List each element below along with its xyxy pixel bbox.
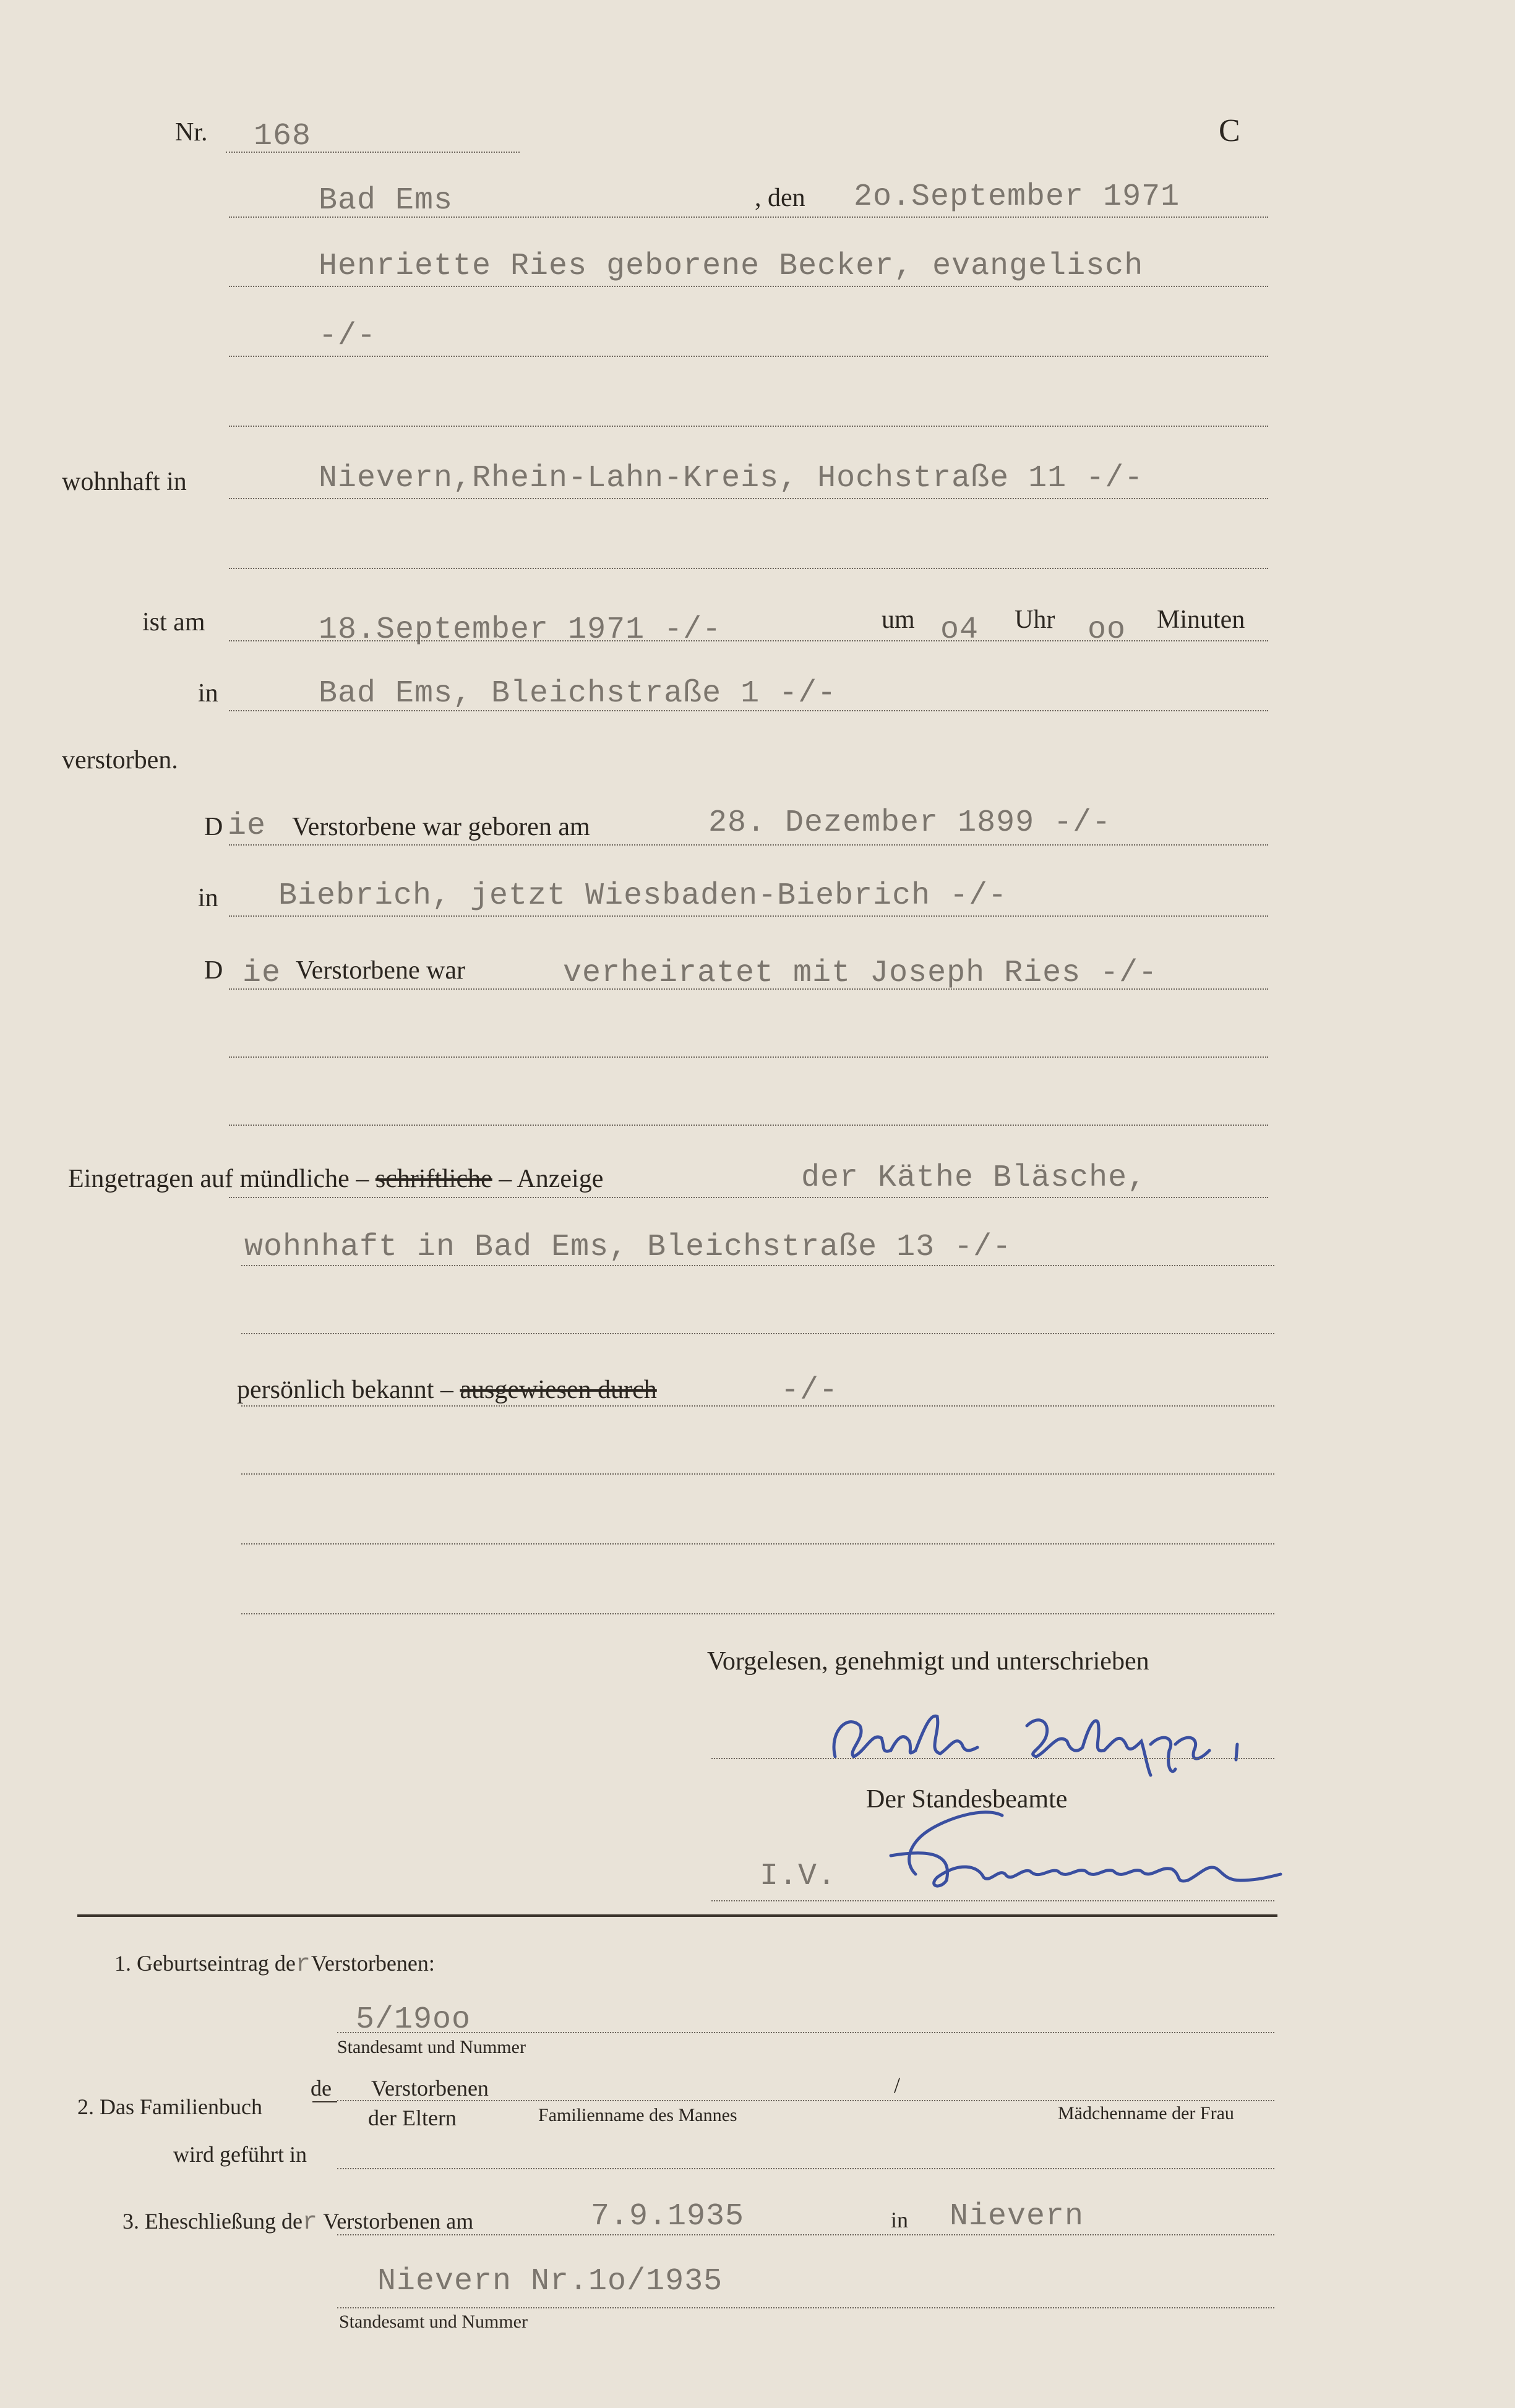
item3-line (337, 2234, 1274, 2235)
item3-r: r (302, 2209, 318, 2237)
birth-d-prefix: D (204, 813, 223, 841)
item3-place: Nievern (950, 2199, 1084, 2234)
date-value: 2o.September 1971 (854, 179, 1180, 215)
marital-value: verheiratet mit Joseph Ries -/- (563, 956, 1158, 991)
verstorben-label: verstorben. (62, 746, 178, 774)
item2-bracket-rule (312, 2101, 337, 2102)
blank-line-1 (229, 426, 1268, 427)
name-line-2 (229, 356, 1268, 357)
item2-caption-frau: Mädchenname der Frau (1058, 2103, 1234, 2123)
item1-caption: Standesamt und Nummer (337, 2037, 526, 2057)
name-line (229, 286, 1268, 287)
marital-label: Verstorbene war (296, 956, 466, 985)
item3-value-line (337, 2307, 1274, 2308)
read-approved-label: Vorgelesen, genehmigt und unterschrieben (707, 1647, 1149, 1676)
item2-gefuehrt: wird geführt in (173, 2142, 307, 2167)
informant-signature (823, 1689, 1293, 1781)
nr-label: Nr. (175, 118, 208, 147)
deceased-name: Henriette Ries geborene Becker, evangelisch (319, 249, 1144, 284)
item2-label: 2. Das Familienbuch (77, 2094, 262, 2119)
official-signature-line (711, 1900, 1274, 1901)
item3-in: in (891, 2208, 909, 2232)
marital-line-2 (229, 1056, 1268, 1058)
death-date-label: ist am (142, 608, 205, 636)
informant-value-2: wohnhaft in Bad Ems, Bleichstraße 13 -/- (244, 1230, 1012, 1265)
death-date-value: 18.September 1971 -/- (319, 612, 722, 648)
item3-label (122, 2208, 473, 2237)
marital-ie-suffix: ie (242, 956, 281, 991)
place-value: Bad Ems (319, 183, 453, 218)
item3-value: Nievern Nr.1o/1935 (377, 2264, 723, 2299)
registration-label-end: – Anzeige (499, 1165, 604, 1193)
informant-line (229, 1197, 1268, 1198)
informant-line-3 (241, 1333, 1274, 1334)
item2-gefuehrt-line (337, 2168, 1274, 2169)
item2-caption-mann: Familienname des Mannes (538, 2105, 737, 2125)
identification-label (237, 1375, 657, 1405)
informant-signature-line (711, 1758, 1274, 1759)
item1-r: r (295, 1951, 311, 1979)
known-struck: ausgewiesen durch (460, 1376, 657, 1404)
residence-value: Nievern,Rhein-Lahn-Kreis, Hochstraße 11 -/- (319, 461, 1144, 496)
minuten-label: Minuten (1157, 606, 1245, 634)
registration-label (68, 1164, 603, 1194)
item1-label (114, 1950, 435, 1979)
marital-line (229, 988, 1268, 990)
official-signature (878, 1794, 1287, 1905)
residence-label: wohnhaft in (62, 468, 187, 496)
den-label: , den (755, 184, 805, 212)
birth-date-line (229, 844, 1268, 846)
birth-ie-suffix: ie (228, 808, 267, 844)
iv-label: I.V. (760, 1859, 837, 1894)
uhr-label: Uhr (1015, 606, 1055, 634)
birth-date-value: 28. Dezember 1899 -/- (708, 805, 1112, 841)
item2-line (337, 2100, 1274, 2101)
death-date-line (229, 640, 1268, 641)
nr-line (226, 152, 520, 153)
death-hour: o4 (940, 612, 979, 648)
deceased-name-2: -/- (319, 319, 377, 354)
item1-label-end: Verstorbenen: (311, 1951, 435, 1976)
registration-label-start: Eingetragen auf mündliche – (68, 1165, 369, 1193)
item3-label-end: Verstorbenen am (323, 2209, 474, 2234)
death-minutes: oo (1088, 612, 1127, 648)
item2-verstorbenen: Verstorbenen (371, 2076, 489, 2101)
birth-place-value: Biebrich, jetzt Wiesbaden-Biebrich -/- (278, 878, 1008, 914)
item3-label-text: 3. Eheschließung de (122, 2209, 303, 2234)
official-label: Der Standesbeamte (866, 1785, 1068, 1814)
item2-de: de (311, 2076, 332, 2101)
birth-place-label: in (198, 884, 218, 912)
known-start: persönlich bekannt – (237, 1376, 453, 1404)
birth-place-line (229, 915, 1268, 917)
um-label: um (882, 606, 915, 634)
item2-slash: / (894, 2073, 901, 2097)
identification-line-3 (241, 1543, 1274, 1545)
marital-line-3 (229, 1125, 1268, 1126)
identification-line-2 (241, 1473, 1274, 1475)
identification-value: -/- (781, 1373, 839, 1408)
item3-caption: Standesamt und Nummer (339, 2312, 528, 2332)
death-place-value: Bad Ems, Bleichstraße 1 -/- (319, 676, 837, 711)
registration-label-struck: schriftliche (375, 1165, 492, 1193)
form-letter: C (1219, 113, 1240, 148)
place-date-line (229, 216, 1268, 218)
birth-label: Verstorbene war geboren am (292, 813, 590, 841)
nr-value: 168 (254, 119, 312, 154)
identification-line (241, 1405, 1274, 1407)
identification-line-4 (241, 1613, 1274, 1614)
residence-line (229, 498, 1268, 499)
item1-line (337, 2032, 1274, 2033)
item2-eltern: der Eltern (368, 2106, 457, 2130)
informant-value: der Käthe Bläsche, (801, 1160, 1147, 1196)
item1-label-text: 1. Geburtseintrag de (114, 1951, 296, 1976)
marital-d-prefix: D (204, 956, 223, 985)
death-place-line (229, 710, 1268, 711)
footer-separator (77, 1914, 1277, 1917)
item1-value: 5/19oo (356, 2002, 471, 2037)
death-place-label: in (198, 679, 218, 708)
item3-date: 7.9.1935 (591, 2199, 745, 2234)
residence-line-2 (229, 568, 1268, 569)
informant-line-2 (241, 1265, 1274, 1266)
